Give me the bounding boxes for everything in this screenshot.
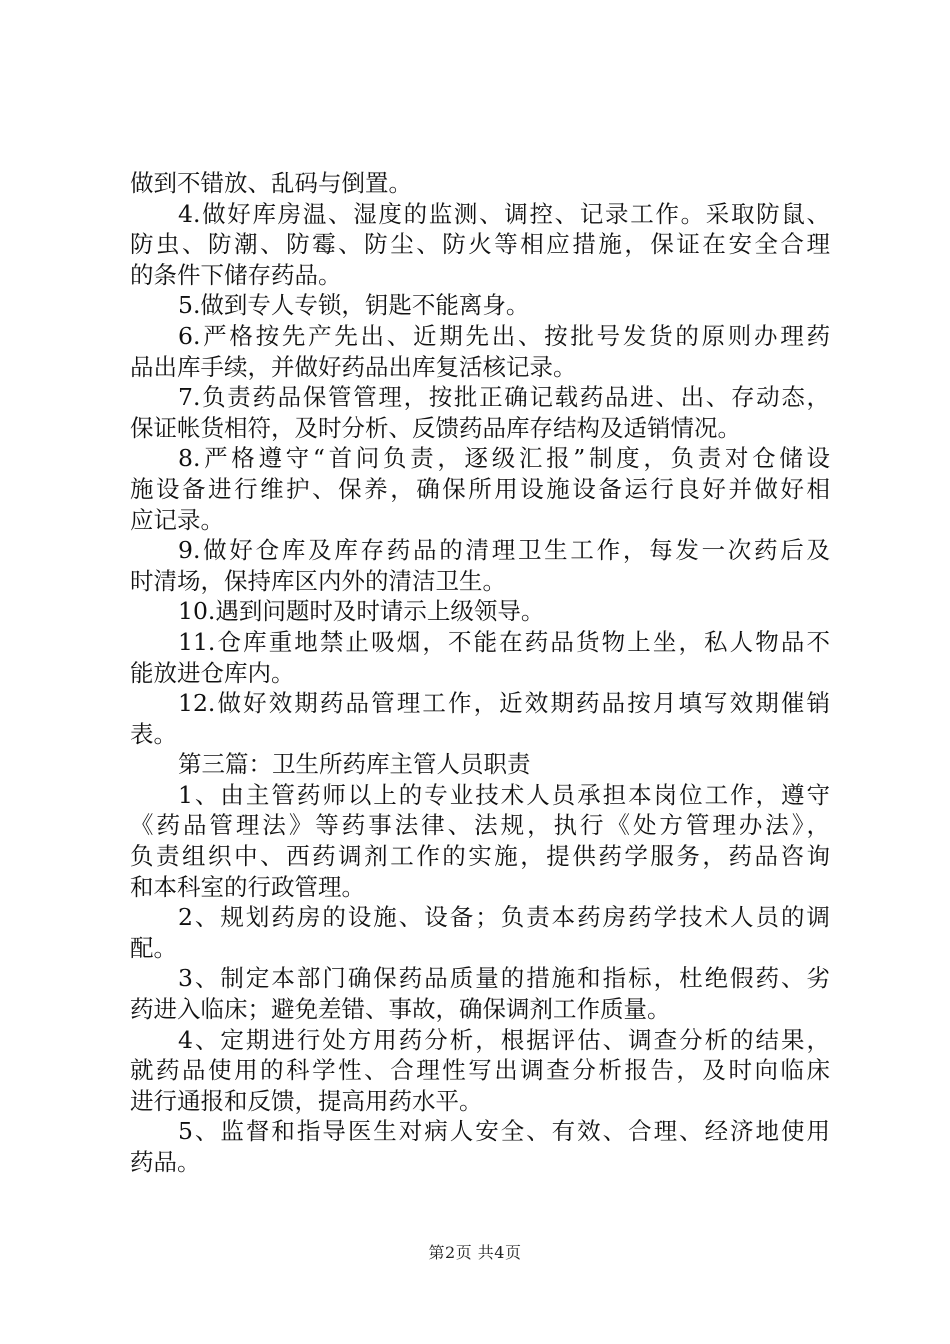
text-line: 和本科室的行政管理。: [130, 872, 365, 901]
text-line: 就药品使用的科学性、合理性写出调查分析报告，及时向临床: [130, 1056, 830, 1085]
page-footer: 第2页 共4页: [428, 1243, 522, 1262]
text-line: 5、监督和指导医生对病人安全、有效、合理、经济地使用: [178, 1117, 830, 1146]
text-line: 12.做好效期药品管理工作，近效期药品按月填写效期催销: [178, 689, 830, 718]
text-line: 负责组织中、西药调剂工作的实施，提供药学服务，药品咨询: [130, 842, 830, 871]
text-line: 防虫、防潮、防霉、防尘、防火等相应措施，保证在安全合理: [130, 230, 830, 259]
text-line: 进行通报和反馈，提高用药水平。: [130, 1086, 483, 1115]
text-line: 的条件下储存药品。: [130, 260, 342, 289]
text-line: 5.做到专人专锁，钥匙不能离身。: [178, 291, 530, 320]
text-line: 能放进仓库内。: [130, 658, 295, 687]
text-line: 4.做好库房温、湿度的监测、调控、记录工作。采取防鼠、: [178, 199, 830, 228]
text-line: 2、规划药房的设施、设备；负责本药房药学技术人员的调: [178, 903, 830, 932]
text-line: 10.遇到问题时及时请示上级领导。: [178, 597, 545, 626]
text-line: 药进入临床；避免差错、事故，确保调剂工作质量。: [130, 995, 671, 1024]
text-line: 3、制定本部门确保药品质量的措施和指标，杜绝假药、劣: [178, 964, 830, 993]
text-line: 施设备进行维护、保养，确保所用设施设备运行良好并做好相: [130, 474, 830, 503]
text-line: 品出库手续，并做好药品出库复活核记录。: [130, 352, 577, 381]
text-line: 9.做好仓库及库存药品的清理卫生工作，每发一次药后及: [178, 536, 830, 565]
text-line: 《药品管理法》等药事法律、法规，执行《处方管理办法》，: [130, 811, 830, 840]
text-line: 做到不错放、乱码与倒置。: [130, 169, 412, 197]
text-line: 8.严格遵守“首问负责，逐级汇报”制度，负责对仓储设: [178, 444, 830, 473]
text-line: 保证帐货相符，及时分析、反馈药品库存结构及适销情况。: [130, 413, 741, 442]
text-line: 时清场，保持库区内外的清洁卫生。: [130, 566, 506, 595]
document-body: [130, 168, 830, 1178]
text-line: 6.严格按先产先出、近期先出、按批号发货的原则办理药: [178, 321, 830, 350]
text-line: 第三篇：卫生所药库主管人员职责: [178, 750, 531, 779]
text-line: 11.仓库重地禁止吸烟，不能在药品货物上坐，私人物品不: [178, 627, 830, 656]
text-line: 1、由主管药师以上的专业技术人员承担本岗位工作，遵守: [178, 780, 830, 809]
text-line: 配。: [130, 933, 177, 962]
text-line: 药品。: [130, 1148, 201, 1176]
text-line: 应记录。: [130, 505, 224, 534]
text-line: 4、定期进行处方用药分析，根据评估、调查分析的结果，: [178, 1025, 830, 1054]
text-line: 表。: [130, 719, 177, 748]
text-line: 7.负责药品保管管理，按批正确记载药品进、出、存动态，: [178, 383, 830, 412]
